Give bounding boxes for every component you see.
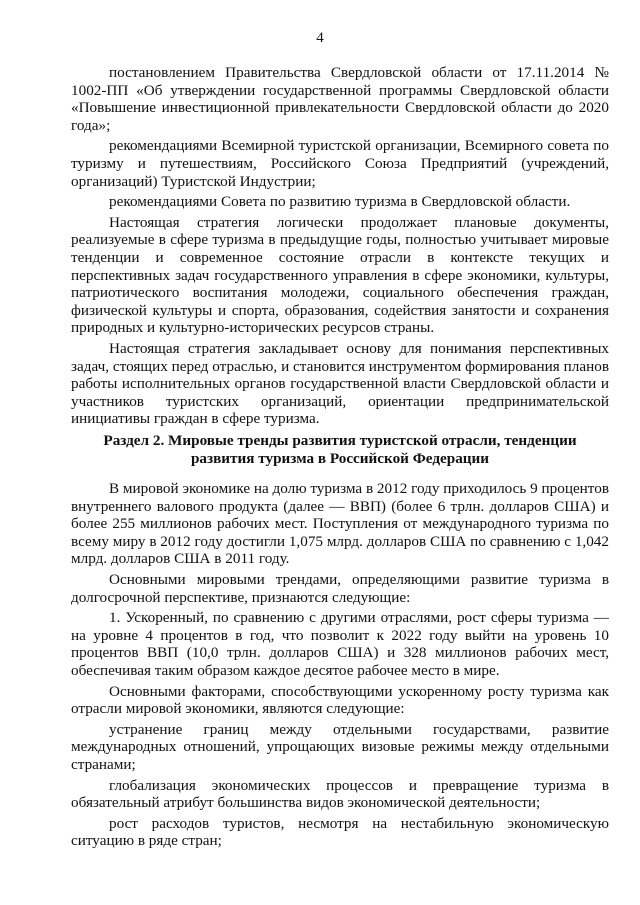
paragraph: рекомендациями Всемирной туристской организации, Всемирного совета по туризму и путешествиям, Российского Союза Предприятий (учреждений, организаций) Туристской Индустрии; — [71, 137, 609, 190]
paragraph: Настоящая стратегия закладывает основу для понимания перспективных задач, стоящих перед отраслью, и становится инструментом формирования планов работы исполнительных органов государственной власти Свердловской области и участников туристских организаций, ориентации предпринимательской инициативы граждан в сфере туризма. — [71, 339, 609, 428]
body-text-top — [71, 64, 609, 428]
paragraph: рекомендациями Совета по развитию туризма в Свердловской области. — [109, 193, 571, 211]
section-heading: Раздел 2. Мировые тренды развития туристской отрасли, тенденции развития туризма в Российской Федерации — [103, 432, 577, 467]
paragraph: рост расходов туристов, несмотря на нестабильную экономическую ситуацию в ряде стран; — [71, 814, 609, 850]
paragraph: Основными факторами, способствующими ускоренному росту туризма как отрасли мировой экономики, являются следующие: — [71, 682, 609, 718]
paragraph: 1. Ускоренный, по сравнению с другими отраслями, рост сферы туризма — на уровне 4 процентов в год, что позволит к 2022 году выйти на уровень 10 процентов ВВП (10,0 трлн. долларов США) и 328 миллионов рабочих мест, обеспечивая таким образом каждое десятое рабочее место в мире. — [71, 609, 609, 679]
paragraph: постановлением Правительства Свердловской области от 17.11.2014 № 1002-ПП «Об утверждении государственной программы Свердловской области «Повышение инвестиционной привлекательности Свердловской области до 2020 года»; — [71, 64, 609, 134]
paragraph: Основными мировыми трендами, определяющими развитие туризма в долгосрочной перспективе, признаются следующие: — [71, 570, 609, 606]
paragraph: устранение границ между отдельными государствами, развитие международных отношений, упрощающих визовые режимы между отдельными странами; — [71, 720, 609, 773]
body-text-bottom — [71, 480, 609, 850]
page-number: 4 — [316, 30, 324, 46]
paragraph: В мировой экономике на долю туризма в 2012 году приходилось 9 процентов внутреннего валового продукта (далее — ВВП) (более 6 трлн. долларов США) и более 255 миллионов рабочих мест. Поступления от международного туризма по всему миру в 2012 году достигли 1,075 млрд. долларов США по сравнению с 1,042 млрд. долларов США в 2011 году. — [71, 480, 610, 568]
paragraph: глобализация экономических процессов и превращение туризма в обязательный атрибут большинства видов экономической деятельности; — [71, 776, 609, 812]
paragraph: Настоящая стратегия логически продолжает плановые документы, реализуемые в сфере туризма в предыдущие годы, полностью учитывает мировые тенденции и современное состояние отрасли в контексте текущих и перспективных задач государственного управления в сфере экономики, культуры, патриотического воспитания молодежи, социального обеспечения граждан, физической культуры и спорта, образования, содействия занятости и сохранения природных и культурно-исторических ресурсов страны. — [71, 213, 609, 337]
